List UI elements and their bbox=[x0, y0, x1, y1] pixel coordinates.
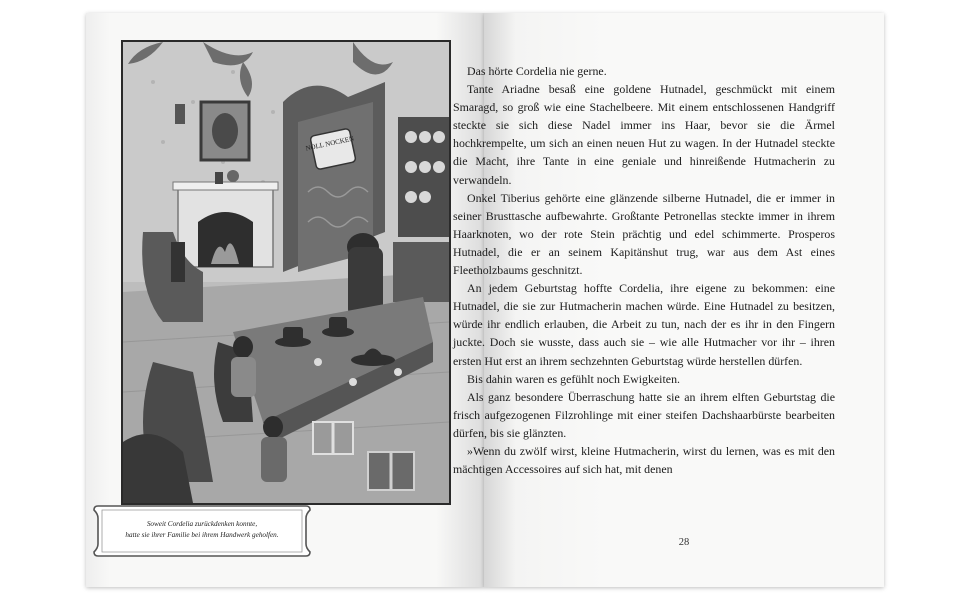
caption-line-2: hatte sie ihrer Familie bei ihrem Handwerk geholfen. bbox=[125, 531, 279, 539]
paragraph: Onkel Tiberius gehörte eine glänzende silberne Hutnadel, die er immer in seiner Brusttasche aufbewahrte. Großtante Petronellas steckte immer in ihrem Haarknoten, wo der rote Stein prächtig und edel schimmerte. Prosperos Hutnadel, die er an seinem Kapitänshut trug, war aus dem Ast eines Fleetholzbaums geschnitzt. bbox=[453, 190, 835, 278]
paragraph: Als ganz besondere Überraschung hatte sie an ihrem elften Geburtstag die frisch aufgezogenen Filzrohlinge mit einer steifen Dachshaarbürste bearbeiten dürfen, bis sie glänzten. bbox=[453, 389, 835, 440]
body-text bbox=[453, 62, 835, 478]
hat-workshop-illustration bbox=[121, 40, 451, 505]
paragraph: Das hörte Cordelia nie gerne. bbox=[467, 64, 607, 78]
page-number: 28 bbox=[678, 537, 690, 548]
illustration-artwork bbox=[123, 42, 449, 503]
paragraph: An jedem Geburtstag hoffte Cordelia, ihre eigene zu bekommen: eine Hutnadel, die sie zur Hutmacherin machen würde. Eine Hutnadel zu besitzen, würde ihr endlich erlauben, die Arbeit zu tun, nach der es ihr in den Fingern juckte. Doch sie wusste, dass auch sie – wie alle Hutmacher vor ihr – ihren ersten Hut erst an ihrem sechzehnten Geburtstag würde herstellen dürfen. bbox=[453, 281, 835, 368]
paragraph: Bis dahin waren es gefühlt noch Ewigkeiten. bbox=[467, 371, 680, 386]
sign-text: NOLL NOCKEN bbox=[304, 134, 355, 153]
paragraph: Tante Ariadne besaß eine goldene Hutnadel, geschmückt mit einem Smaragd, so groß wie eine Stachelbeere. Mit einem entschlossenen Handgriff steckte sie sich diese Nadel immer ins Haar, bevor sie die Ärmel hochkrempelte, um sich an einen neuen Hut zu wagen. In der Hutnadel steckte die Macht, ihre Tante in eine geniale und hinreißende Hutmacherin zu verwandeln. bbox=[453, 82, 835, 187]
paragraph: »Wenn du zwölf wirst, kleine Hutmacherin, wirst du lernen, was es mit den mächtigen Accessoires auf sich hat, mit denen bbox=[453, 443, 835, 477]
caption-line-1: Soweit Cordelia zurückdenken konnte, bbox=[146, 520, 258, 528]
illustration-caption bbox=[92, 504, 312, 558]
